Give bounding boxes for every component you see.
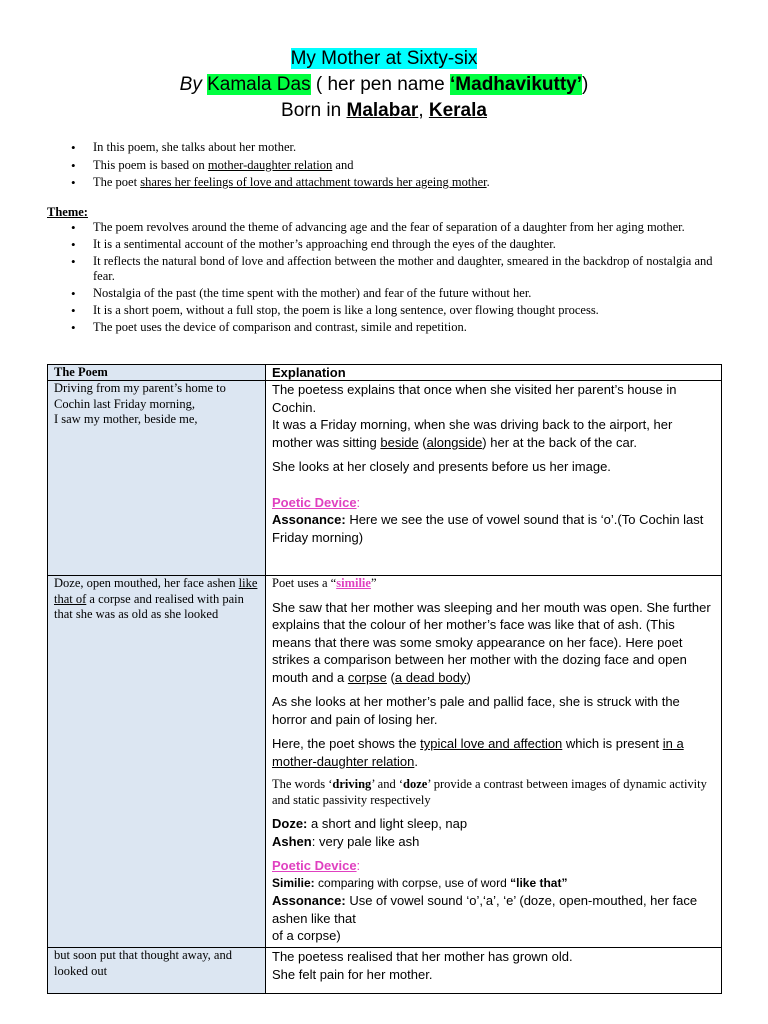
poem-title: My Mother at Sixty-six <box>290 48 478 69</box>
theme-list <box>67 220 727 337</box>
list-item: • The poet shares her feelings of love and attachment towards her ageing mother. <box>67 174 737 192</box>
pen-name: ‘Madhavikutty’ <box>450 74 583 95</box>
list-item: • It reflects the natural bond of love and affection between the mother and daughter, smeared in the backdrop of nostalgia and fear. <box>67 254 727 286</box>
list-item: • It is a sentimental account of the mother’s approaching end through the eyes of the daughter. <box>67 237 727 253</box>
author-name: Kamala Das <box>207 74 311 95</box>
poem-lines: but soon put that thought away, and looked out <box>48 948 266 994</box>
poem-lines: Driving from my parent’s home to Cochin last Friday morning, I saw my mother, beside me, <box>48 381 266 576</box>
title-block <box>0 46 768 124</box>
table-row <box>48 948 722 994</box>
list-item: • In this poem, she talks about her mother. <box>67 139 737 157</box>
header-explanation: Explanation <box>266 365 722 381</box>
table-row <box>48 576 722 948</box>
list-item: • Nostalgia of the past (the time spent with the mother) and fear of the future without her. <box>67 286 727 302</box>
birthplace-line: Born in Malabar, Kerala <box>281 100 487 121</box>
author-line: By Kamala Das ( her pen name ‘Madhavikutty’) <box>179 74 589 95</box>
poem-lines: Doze, open mouthed, her face ashen like that of a corpse and realised with pain that she was as old as she looked <box>48 576 266 948</box>
header-poem: The Poem <box>48 365 266 381</box>
list-item: • This poem is based on mother-daughter relation and <box>67 157 737 175</box>
poetic-device-label: Poetic Device <box>272 858 357 873</box>
list-item: • The poem revolves around the theme of advancing age and the fear of separation of a daughter from her aging mother. <box>67 220 727 236</box>
table-header-row <box>48 365 722 381</box>
explanation-cell: The poetess explains that once when she visited her parent’s house in Cochin. It was a Friday morning, when she was driving back to the airport, her mother was sitting beside (alongside) her at the back of the car. She looks at her closely and presents before us her image. Poetic Device: Assonance: Here we see the use of vowel sound that is ‘o’.(To Cochin last Friday morning) <box>266 381 722 576</box>
poem-table <box>47 364 722 994</box>
list-item: • The poet uses the device of comparison and contrast, simile and repetition. <box>67 320 727 336</box>
poetic-device-label: Poetic Device <box>272 494 357 510</box>
explanation-cell: The poetess realised that her mother has grown old. She felt pain for her mother. <box>266 948 722 994</box>
intro-list <box>67 139 737 192</box>
explanation-cell: Poet uses a “similie” She saw that her mother was sleeping and her mouth was open. She further explains that the colour of her mother’s face was like that of ash. (This means that there was some smoky appearance on her face). Here poet strikes a comparison between her mother with the dozing face and open mouth and a corpse (a dead body) As she looks at her mother’s pale and pallid face, she is struck with the horror and pain of losing her. Here, the poet shows the typical love and affection which is present in a mother-daughter relation. The words ‘driving’ and ‘doze’ provide a contrast between images of dynamic activity and static passivity respectively Doze: a short and light sleep, nap Ashen: very pale like ash Poetic Device: Similie: comparing with corpse, use of word “like that” Assonance: Use of vowel sound ‘o’,‘a’, ‘e’ (doze, open-mouthed, her face ashen like that of a corpse) <box>266 576 722 948</box>
theme-heading: Theme: <box>47 205 88 219</box>
table-row <box>48 381 722 576</box>
list-item: • It is a short poem, without a full stop, the poem is like a long sentence, over flowing thought process. <box>67 303 727 319</box>
